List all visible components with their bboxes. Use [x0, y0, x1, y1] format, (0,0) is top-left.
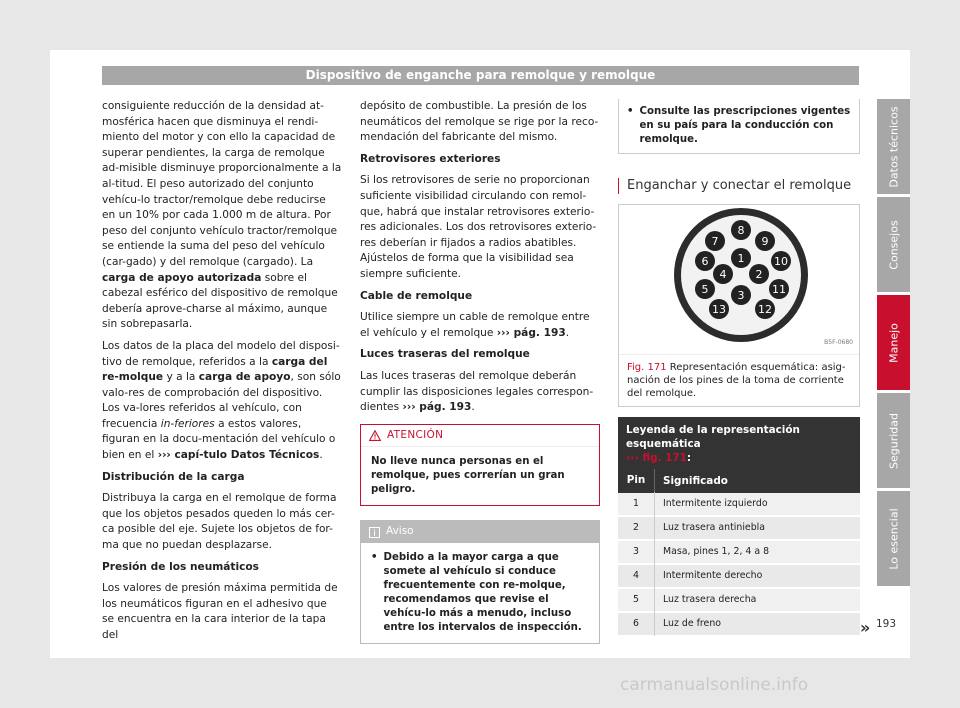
table-title-text: Leyenda de la representación esquemática: [626, 423, 800, 450]
pin-label: 9: [761, 234, 769, 248]
paragraph-2: [102, 339, 342, 464]
bullet-icon: •: [627, 106, 634, 117]
text: a estos valores, figuran en la docu-mentación del vehículo o bien en el: [102, 417, 336, 462]
column-3: [618, 99, 860, 637]
table-row: [618, 493, 860, 517]
pin-12: [755, 299, 775, 319]
tab-label: Datos técnicos: [887, 105, 900, 188]
warning-triangle-icon: [369, 430, 381, 441]
bold-text: carga de apoyo autorizada: [102, 271, 262, 284]
pin-label: 7: [711, 234, 719, 248]
pin-10: [771, 251, 791, 271]
text: :: [686, 451, 692, 464]
legend-table: [618, 417, 860, 637]
column-header-meaning: Significado: [654, 469, 728, 493]
pin-3: [731, 285, 751, 305]
note-text: Debido a la mayor carga a que somete al vehículo si conduce frecuentemente con re-molque, recomendamos que revise el vehícu-lo más a menudo, incluso entre los intervalos de inspección.: [383, 551, 582, 633]
pin-cell: 6: [633, 617, 639, 629]
pin-label: 10: [774, 254, 788, 268]
figure-caption: [619, 355, 859, 406]
paragraph-1: [102, 99, 342, 333]
meaning-cell: Luz trasera derecha: [654, 588, 860, 612]
pin-label: 5: [701, 282, 709, 296]
pin-label: 6: [701, 254, 709, 268]
table-header-row: [618, 469, 860, 493]
meaning-cell: Intermitente derecho: [654, 564, 860, 588]
section-title: Enganchar y conectar el remolque: [618, 178, 860, 194]
page-header: [102, 66, 859, 85]
paragraph-5: depósito de combustible. La presión de los neumáticos del remolque se rige por la reco-mendación del fabricante del mismo.: [360, 100, 599, 144]
text: Los datos de la placa del modelo del disposi-tivo de remolque, referidos a la: [102, 339, 340, 368]
pin-1: [731, 248, 751, 268]
socket-diagram-svg: [619, 205, 859, 355]
subheading-cable: Cable de remolque: [360, 289, 473, 302]
info-icon: [369, 527, 380, 538]
note-continuation: [618, 99, 860, 154]
cross-reference-link[interactable]: ››› capí-tulo Datos Técnicos: [157, 449, 320, 462]
bold-text: carga de apoyo: [198, 371, 291, 384]
meaning-cell: Luz de freno: [654, 612, 860, 636]
pin-label: 11: [772, 282, 786, 296]
meaning-cell: Masa, pines 1, 2, 4 a 8: [654, 540, 860, 564]
note-title: Aviso: [386, 525, 414, 538]
header-title: Dispositivo de enganche para remolque y remolque: [305, 68, 656, 82]
watermark: carmanualsonline.info: [620, 675, 809, 695]
bullet-icon: •: [371, 551, 378, 563]
pin-8: [731, 220, 751, 240]
subheading-pressure: Presión de los neumáticos: [102, 560, 259, 573]
pin-4: [713, 264, 733, 284]
warning-text: No lleve nunca personas en el remolque, pues correrían un gran peligro.: [371, 456, 565, 496]
text: consiguiente reducción de la densidad at-mosférica hacen que disminuya el rendi-miento del motor y con ello la capacidad de superar pendientes, la carga de remolque ad-misible disminuye proporcionalmente a la al-titud. El peso autorizado del conjunto vehícu-lo tractor/remolque debe reducirse en un 10% por cada 1.000 m de altura. Por peso del conjunto vehículo tractor/remolque se entiende la suma del peso del vehículo (car-gado) y del remolque (cargado). La: [102, 100, 342, 268]
tab-label: Lo esencial: [887, 507, 900, 570]
figure-caption-text: Representación esquemática: asig-nación de los pines de la toma de corriente del remolque.: [627, 361, 846, 399]
text: sobre el cabezal esférico del dispositivo de remolque debería aprove-charse al máximo, aunque sin sobrepasarla.: [102, 271, 338, 331]
pin-6: [695, 251, 715, 271]
note-continuation-text: Consulte las prescripciones vigentes en su país para la conducción con remolque.: [639, 106, 851, 145]
warning-header: [361, 425, 599, 448]
pin-7: [705, 231, 725, 251]
figure-171: [618, 204, 860, 407]
figure-reference-link[interactable]: ››› fig. 171: [626, 451, 687, 464]
tab-datos-tecnicos[interactable]: [877, 99, 910, 194]
tab-lo-esencial[interactable]: [877, 491, 910, 586]
subheading-distribution: Distribución de la carga: [102, 470, 245, 483]
pin-cell: 2: [633, 521, 639, 533]
warning-title: ATENCIÓN: [387, 428, 444, 441]
pin-13: [709, 299, 729, 319]
italic-text: in-feriores: [160, 417, 215, 430]
bold-text: carga del re-molque: [102, 355, 328, 384]
pin-cell: 1: [633, 497, 639, 509]
note-item: [361, 543, 599, 643]
table-row: [618, 613, 860, 637]
meaning-cell: Luz trasera antiniebla: [654, 516, 860, 540]
paragraph-6: Si los retrovisores de serie no proporcionan suficiente visibilidad circulando con remol-que, habrá que instalar retrovisores exterio-res adicionales. Los dos retrovisores exterio-res deberían ir fijados a radios abatibles. Ajústelos de forma que la visibilidad sea siempre suficiente.: [360, 174, 597, 280]
continue-arrow-icon: »: [860, 618, 871, 637]
pin-label: 8: [737, 223, 745, 237]
note-header: [361, 521, 599, 543]
tab-label: Manejo: [887, 322, 900, 363]
pin-2: [749, 264, 769, 284]
tab-manejo[interactable]: [877, 295, 910, 390]
figure-code: B5F-0680: [824, 339, 853, 346]
figure-label: Fig. 171: [627, 361, 667, 373]
note-box: [360, 520, 600, 644]
pin-label: 12: [758, 302, 772, 316]
tab-label: Consejos: [887, 219, 900, 270]
socket-diagram: [619, 205, 859, 355]
column-2: [360, 99, 600, 644]
page-number: 193: [876, 618, 897, 630]
table-row: [618, 517, 860, 541]
text: .: [319, 449, 323, 462]
pin-label: 2: [755, 267, 763, 281]
pin-cell: 5: [633, 593, 639, 605]
pin-cell: 3: [633, 545, 639, 557]
tab-label: Seguridad: [887, 412, 900, 469]
tab-seguridad[interactable]: [877, 393, 910, 488]
subheading-mirrors: Retrovisores exteriores: [360, 152, 501, 165]
paragraph-3: Distribuya la carga en el remolque de forma que los objetos pesados queden lo más cer-ca posible del eje. Sujete los objetos de for-ma que no puedan desplazarse.: [102, 492, 337, 552]
pin-label: 4: [719, 267, 727, 281]
table-title: [618, 417, 860, 469]
paragraph-8: Las luces traseras del remolque deberán cumplir las disposiciones legales correspon-dientes ››› pág. 193.: [360, 369, 594, 414]
pin-label: 13: [712, 302, 726, 316]
warning-box: [360, 424, 600, 507]
text: Las luces traseras del remolque deberán cumplir las disposiciones legales correspon-dientes: [360, 369, 594, 414]
text: Utilice siempre un cable de remolque entre el vehículo y el remolque: [360, 311, 590, 339]
paragraph-4: Los valores de presión máxima permitida de los neumáticos figuran en el adhesivo que se encuentra en la cara interior de la tapa del: [102, 582, 338, 641]
pin-11: [769, 279, 789, 299]
column-header-pin: Pin: [626, 473, 646, 486]
tab-consejos[interactable]: [877, 197, 910, 292]
table-row: [618, 589, 860, 613]
meaning-cell: Intermitente izquierdo: [654, 492, 860, 516]
pin-cell: 4: [633, 569, 639, 581]
column-1: [102, 99, 342, 650]
pin-label: 3: [737, 288, 745, 302]
pin-5: [695, 279, 715, 299]
table-body: [618, 493, 860, 637]
page-reference-link[interactable]: ››› pág. 193: [496, 326, 566, 339]
subheading-lights: Luces traseras del remolque: [360, 348, 530, 361]
page-reference-link[interactable]: ››› pág. 193: [402, 401, 472, 414]
text: , son sólo valo-res de comprobación del dispositivo. Los va-lores referidos al vehículo, con frecuencia: [102, 371, 341, 430]
side-tabs: [877, 99, 910, 589]
paragraph-7: Utilice siempre un cable de remolque entre el vehículo y el remolque ››› pág. 193.: [360, 311, 590, 339]
text: y a la: [166, 371, 196, 384]
pin-label: 1: [737, 251, 745, 265]
pin-9: [755, 231, 775, 251]
table-row: [618, 541, 860, 565]
table-row: [618, 565, 860, 589]
